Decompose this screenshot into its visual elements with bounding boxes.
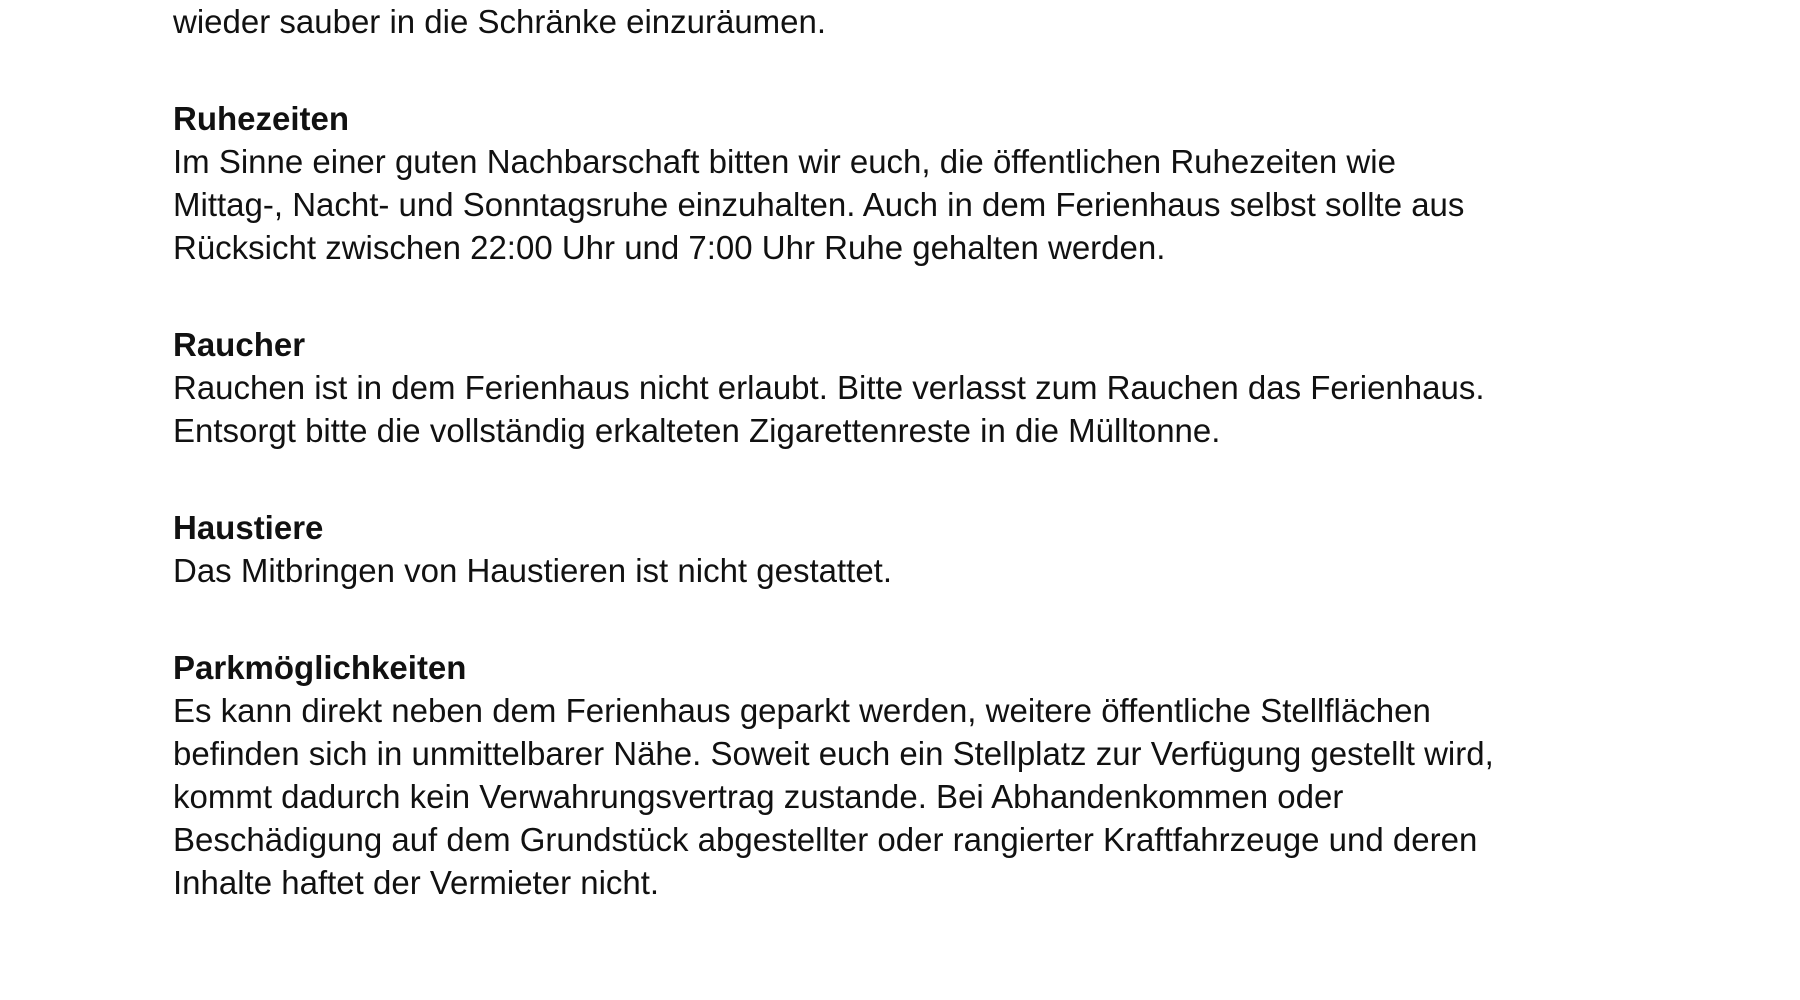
text-line: Entsorgt bitte die vollständig erkalteten Zigarettenreste in die Mülltonne. (173, 412, 1221, 449)
text-line: Mittag-, Nacht- und Sonntagsruhe einzuhalten. Auch in dem Ferienhaus selbst sollte aus (173, 186, 1465, 223)
text-line: Inhalte haftet der Vermieter nicht. (173, 864, 660, 901)
section-heading: Raucher (173, 326, 306, 363)
text-line: kommt dadurch kein Verwahrungsvertrag zustande. Bei Abhandenkommen oder (173, 778, 1344, 815)
section-heading: Parkmöglichkeiten (173, 649, 467, 686)
section-paragraph (173, 140, 1673, 269)
text-line: Es kann direkt neben dem Ferienhaus geparkt werden, weitere öffentliche Stellflächen (173, 692, 1431, 729)
text-line: befinden sich in unmittelbarer Nähe. Soweit euch ein Stellplatz zur Verfügung gestellt wird, (173, 735, 1494, 772)
section-ruhezeiten (173, 97, 1673, 269)
text-line: Das Mitbringen von Haustieren ist nicht gestattet. (173, 552, 893, 589)
text-line: Beschädigung auf dem Grundstück abgestellter oder rangierter Kraftfahrzeuge und deren (173, 821, 1478, 858)
text-line: Rücksicht zwischen 22:00 Uhr und 7:00 Uhr Ruhe gehalten werden. (173, 229, 1166, 266)
section-paragraph (173, 366, 1673, 452)
text-line: Im Sinne einer guten Nachbarschaft bitten wir euch, die öffentlichen Ruhezeiten wie (173, 143, 1396, 180)
section-raucher (173, 323, 1673, 452)
section-paragraph (173, 689, 1673, 904)
section-haustiere (173, 506, 1673, 592)
section-parkmoeglichkeiten (173, 646, 1673, 904)
section-paragraph (173, 549, 1673, 592)
section-heading: Haustiere (173, 509, 324, 546)
intro-paragraph (173, 0, 1673, 43)
section-heading: Ruhezeiten (173, 100, 350, 137)
document-page (173, 0, 1673, 904)
text-line: wieder sauber in die Schränke einzuräumen. (173, 3, 827, 40)
text-line: Rauchen ist in dem Ferienhaus nicht erlaubt. Bitte verlasst zum Rauchen das Ferienhaus. (173, 369, 1485, 406)
